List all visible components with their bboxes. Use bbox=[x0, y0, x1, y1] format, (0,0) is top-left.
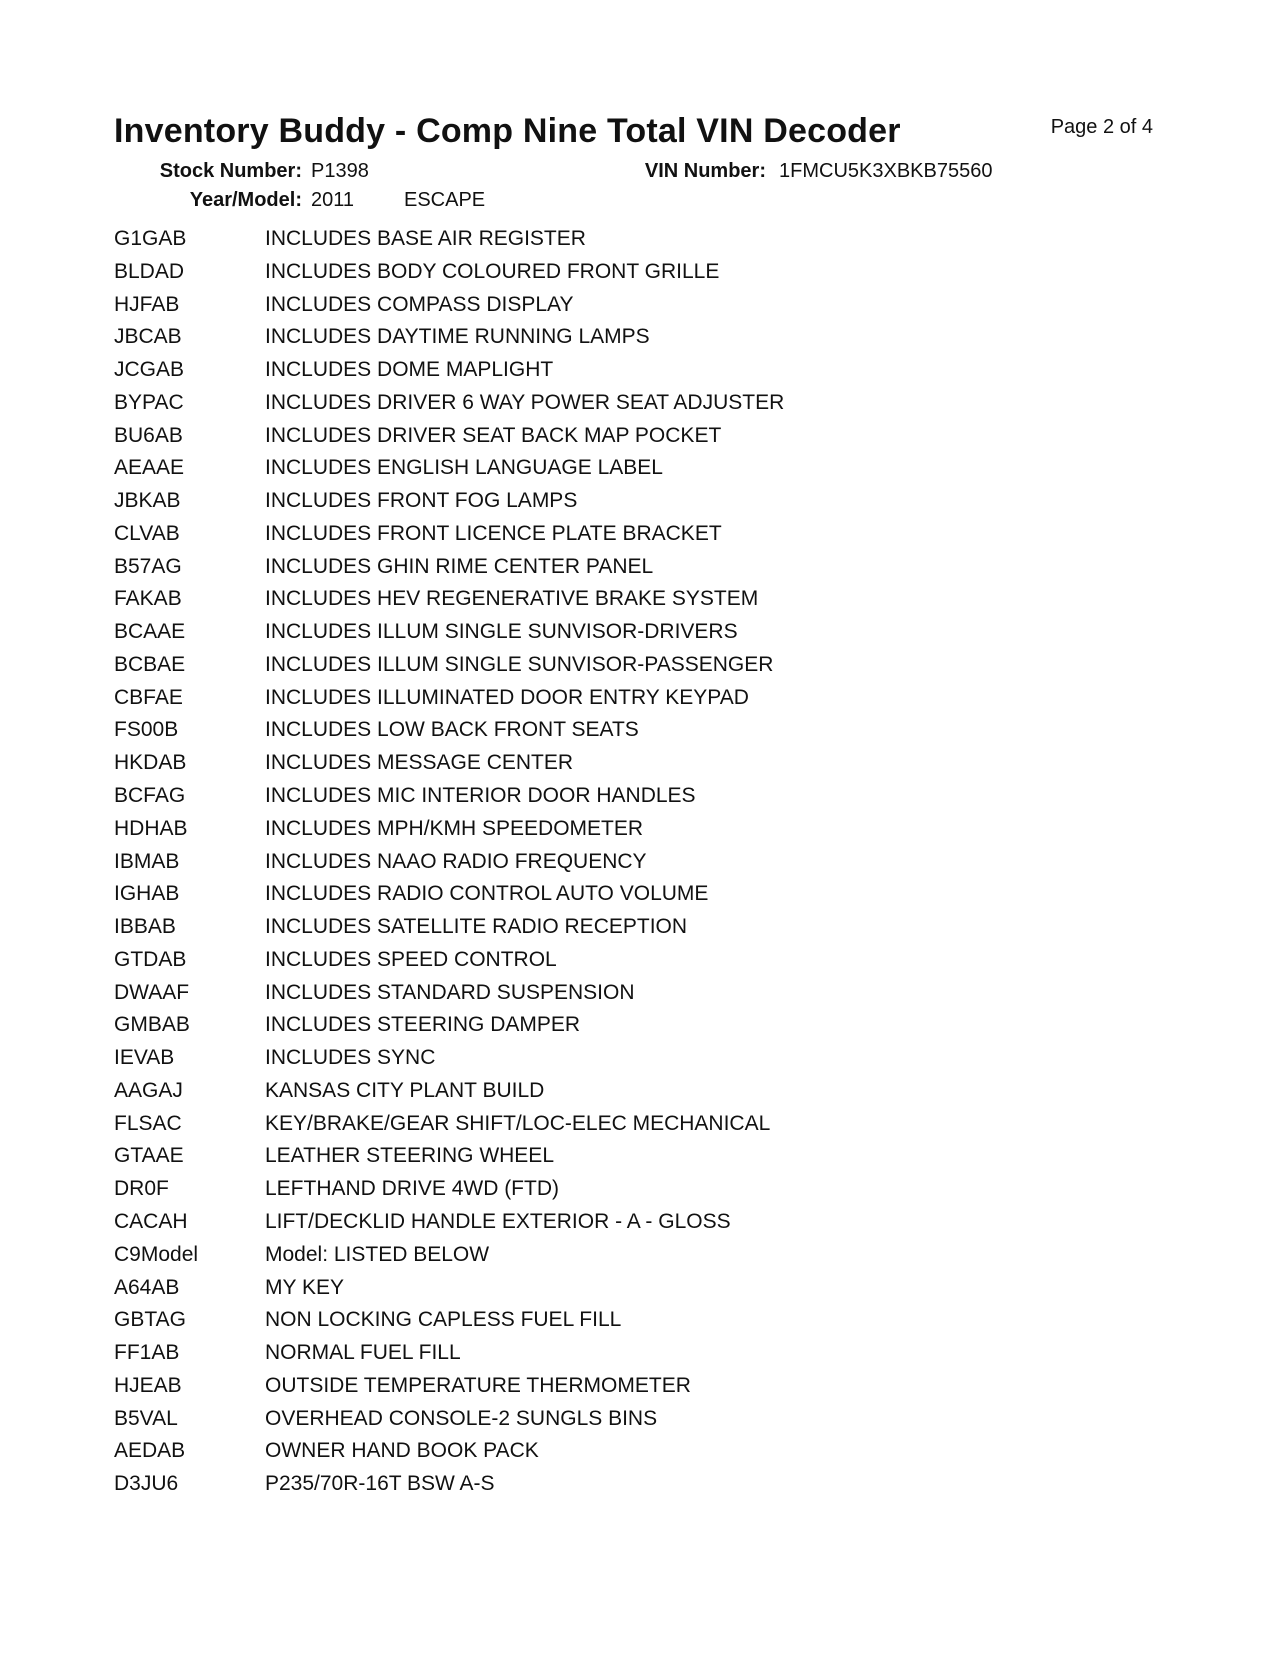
option-description: INCLUDES MIC INTERIOR DOOR HANDLES bbox=[265, 784, 696, 808]
option-description: INCLUDES DAYTIME RUNNING LAMPS bbox=[265, 325, 650, 349]
option-description: Model: LISTED BELOW bbox=[265, 1242, 490, 1266]
option-row bbox=[114, 1439, 784, 1472]
option-code: BLDAD bbox=[114, 259, 185, 283]
year-value: 2011 bbox=[311, 189, 355, 211]
page-number: Page 2 of 4 bbox=[1050, 116, 1153, 138]
option-row bbox=[114, 1046, 784, 1079]
option-code: GBTAG bbox=[114, 1308, 186, 1332]
option-code: DR0F bbox=[114, 1177, 169, 1201]
option-code: HKDAB bbox=[114, 751, 187, 775]
option-row bbox=[114, 1243, 784, 1276]
option-row bbox=[114, 456, 784, 489]
option-row bbox=[114, 1276, 784, 1309]
option-row bbox=[114, 227, 784, 260]
option-code: BCAAE bbox=[114, 620, 186, 644]
option-description: INCLUDES BODY COLOURED FRONT GRILLE bbox=[265, 259, 720, 283]
option-code: IBMAB bbox=[114, 849, 180, 873]
option-description: OVERHEAD CONSOLE-2 SUNGLS BINS bbox=[265, 1406, 658, 1430]
option-row bbox=[114, 1374, 784, 1407]
option-description: INCLUDES GHIN RIME CENTER PANEL bbox=[265, 554, 654, 578]
option-code: AAGAJ bbox=[114, 1078, 183, 1102]
option-row bbox=[114, 1407, 784, 1440]
option-code: B5VAL bbox=[114, 1406, 178, 1430]
option-code: JBCAB bbox=[114, 325, 182, 349]
option-code: BU6AB bbox=[114, 423, 183, 447]
option-row bbox=[114, 1112, 784, 1145]
option-code: IEVAB bbox=[114, 1046, 175, 1070]
option-code: HJFAB bbox=[114, 292, 180, 316]
option-description: INCLUDES FRONT LICENCE PLATE BRACKET bbox=[265, 521, 722, 545]
option-description: NON LOCKING CAPLESS FUEL FILL bbox=[265, 1308, 622, 1332]
option-description: OWNER HAND BOOK PACK bbox=[265, 1439, 539, 1463]
option-row bbox=[114, 981, 784, 1014]
option-code: C9Model bbox=[114, 1242, 199, 1266]
option-description: INCLUDES COMPASS DISPLAY bbox=[265, 292, 574, 316]
option-row bbox=[114, 522, 784, 555]
option-code: HDHAB bbox=[114, 816, 188, 840]
option-row bbox=[114, 1079, 784, 1112]
option-code: IGHAB bbox=[114, 882, 180, 906]
option-description: MY KEY bbox=[265, 1275, 344, 1299]
option-row bbox=[114, 1341, 784, 1374]
option-description: INCLUDES DRIVER SEAT BACK MAP POCKET bbox=[265, 423, 722, 447]
option-code: BYPAC bbox=[114, 390, 184, 414]
option-row bbox=[114, 850, 784, 883]
option-row bbox=[114, 1013, 784, 1046]
option-description: INCLUDES MPH/KMH SPEEDOMETER bbox=[265, 816, 644, 840]
option-code: A64AB bbox=[114, 1275, 180, 1299]
option-code: BCFAG bbox=[114, 784, 186, 808]
option-code: GMBAB bbox=[114, 1013, 190, 1037]
option-description: INCLUDES SYNC bbox=[265, 1046, 436, 1070]
option-code: AEAAE bbox=[114, 456, 185, 480]
option-code-list bbox=[114, 227, 784, 1505]
option-description: INCLUDES NAAO RADIO FREQUENCY bbox=[265, 849, 647, 873]
option-row bbox=[114, 358, 784, 391]
option-description: OUTSIDE TEMPERATURE THERMOMETER bbox=[265, 1373, 691, 1397]
option-row bbox=[114, 686, 784, 719]
option-description: KEY/BRAKE/GEAR SHIFT/LOC-ELEC MECHANICAL bbox=[265, 1111, 771, 1135]
option-description: P235/70R-16T BSW A-S bbox=[265, 1472, 495, 1496]
option-code: JCGAB bbox=[114, 358, 185, 382]
option-description: NORMAL FUEL FILL bbox=[265, 1341, 461, 1365]
option-description: INCLUDES STEERING DAMPER bbox=[265, 1013, 581, 1037]
option-code: FAKAB bbox=[114, 587, 182, 611]
option-row bbox=[114, 1308, 784, 1341]
option-description: INCLUDES DRIVER 6 WAY POWER SEAT ADJUSTER bbox=[265, 390, 785, 414]
option-description: INCLUDES ILLUM SINGLE SUNVISOR-PASSENGER bbox=[265, 652, 774, 676]
option-description: INCLUDES BASE AIR REGISTER bbox=[265, 227, 586, 250]
option-description: INCLUDES STANDARD SUSPENSION bbox=[265, 980, 635, 1004]
year-model-label: Year/Model: bbox=[189, 189, 302, 211]
option-row bbox=[114, 1210, 784, 1243]
option-row bbox=[114, 391, 784, 424]
model-value: ESCAPE bbox=[404, 189, 486, 211]
option-row bbox=[114, 1177, 784, 1210]
option-row bbox=[114, 424, 784, 457]
option-description: KANSAS CITY PLANT BUILD bbox=[265, 1078, 545, 1102]
option-row bbox=[114, 653, 784, 686]
option-code: DWAAF bbox=[114, 980, 190, 1004]
option-code: FS00B bbox=[114, 718, 179, 742]
option-code: FF1AB bbox=[114, 1341, 180, 1365]
document-title: Inventory Buddy - Comp Nine Total VIN Decoder bbox=[114, 112, 901, 150]
option-code: AEDAB bbox=[114, 1439, 186, 1463]
option-description: INCLUDES RADIO CONTROL AUTO VOLUME bbox=[265, 882, 709, 906]
option-description: INCLUDES MESSAGE CENTER bbox=[265, 751, 574, 775]
option-description: INCLUDES FRONT FOG LAMPS bbox=[265, 489, 578, 513]
option-row bbox=[114, 555, 784, 588]
option-code: CACAH bbox=[114, 1209, 188, 1233]
option-code: BCBAE bbox=[114, 652, 186, 676]
vin-number-value: 1FMCU5K3XBKB75560 bbox=[779, 160, 993, 182]
option-row bbox=[114, 260, 784, 293]
option-description: INCLUDES ILLUMINATED DOOR ENTRY KEYPAD bbox=[265, 685, 749, 709]
option-code: B57AG bbox=[114, 554, 182, 578]
option-description: LEATHER STEERING WHEEL bbox=[265, 1144, 554, 1168]
option-row bbox=[114, 718, 784, 751]
option-code: CBFAE bbox=[114, 685, 183, 709]
option-description: INCLUDES HEV REGENERATIVE BRAKE SYSTEM bbox=[265, 587, 759, 611]
vin-number-label: VIN Number: bbox=[644, 160, 766, 182]
option-row bbox=[114, 1144, 784, 1177]
option-code: GTDAB bbox=[114, 947, 187, 971]
option-description: INCLUDES SPEED CONTROL bbox=[265, 947, 557, 971]
option-row bbox=[114, 620, 784, 653]
option-row bbox=[114, 948, 784, 981]
stock-number-value: P1398 bbox=[311, 160, 369, 182]
option-row bbox=[114, 751, 784, 784]
option-row bbox=[114, 784, 784, 817]
option-row bbox=[114, 817, 784, 850]
option-code: D3JU6 bbox=[114, 1472, 179, 1496]
option-row bbox=[114, 882, 784, 915]
option-description: INCLUDES DOME MAPLIGHT bbox=[265, 358, 554, 382]
option-row bbox=[114, 1472, 784, 1505]
option-description: LIFT/DECKLID HANDLE EXTERIOR - A - GLOSS bbox=[265, 1209, 731, 1233]
option-code: GTAAE bbox=[114, 1144, 184, 1168]
option-code: IBBAB bbox=[114, 915, 176, 939]
option-code: HJEAB bbox=[114, 1373, 182, 1397]
option-description: INCLUDES LOW BACK FRONT SEATS bbox=[265, 718, 639, 742]
option-row bbox=[114, 915, 784, 948]
option-row bbox=[114, 293, 784, 326]
option-description: LEFTHAND DRIVE 4WD (FTD) bbox=[265, 1177, 559, 1201]
option-code: CLVAB bbox=[114, 521, 180, 545]
option-code: FLSAC bbox=[114, 1111, 182, 1135]
stock-number-label: Stock Number: bbox=[159, 160, 302, 182]
option-row bbox=[114, 325, 784, 358]
option-description: INCLUDES SATELLITE RADIO RECEPTION bbox=[265, 915, 688, 939]
option-row bbox=[114, 587, 784, 620]
option-code: G1GAB bbox=[114, 227, 187, 250]
option-description: INCLUDES ILLUM SINGLE SUNVISOR-DRIVERS bbox=[265, 620, 738, 644]
option-code: JBKAB bbox=[114, 489, 181, 513]
option-description: INCLUDES ENGLISH LANGUAGE LABEL bbox=[265, 456, 663, 480]
option-row bbox=[114, 489, 784, 522]
